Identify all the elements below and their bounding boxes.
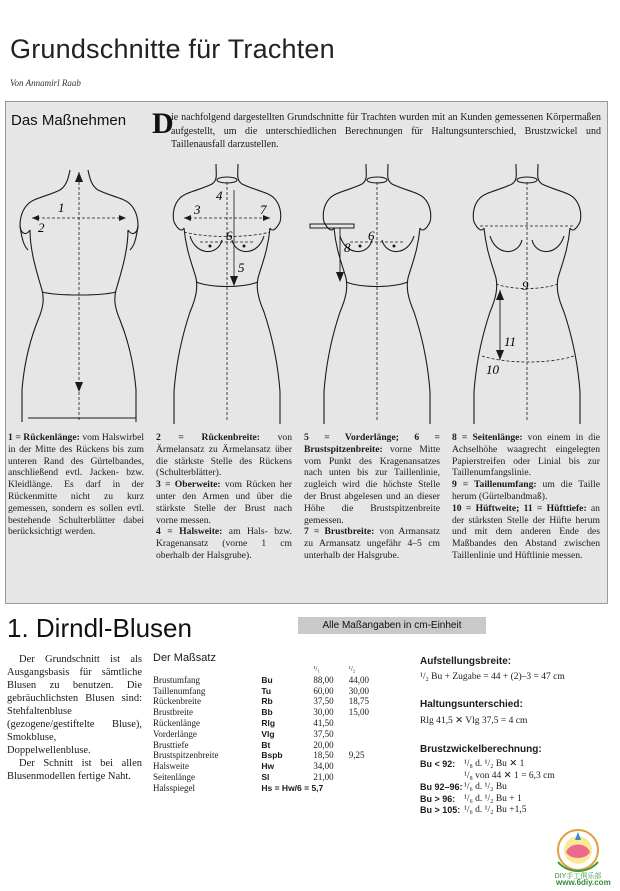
table-row [153,761,393,772]
row-abbr: Bb [261,707,273,718]
dressform-back-figure [8,160,150,430]
caption-number: 2 = Rückenbreite: [156,432,260,443]
row-full: 30,00 [313,707,334,718]
row-full: 37,50 [313,728,334,739]
caption-column-2 [156,432,292,562]
measuring-heading: Das Maßnehmen [11,112,127,129]
haltung-formula: Rlg 41,5 ✕ Vlg 37,5 = 4 cm [420,716,528,726]
table-row [420,782,555,794]
row-abbr: Bt [261,739,271,750]
row-name: Brustumfang [153,674,200,685]
row-abbr: Tu [261,685,272,696]
caption-number: 5 = Vorderlänge; 6 = Brustspitzenbreite: [304,432,440,455]
table-row [153,675,393,686]
caption-text: von Ärmelansatz zu Ärmelansatz über die stärkste Stelle des Rückens (Schulterblätter). [156,432,292,479]
table-row [153,696,393,707]
caption-text: um die Taille herum (Gürtelbandmaß). [452,479,600,502]
caption-item [8,432,144,538]
massatz-header-row [153,664,393,675]
row-abbr: Hs = Hw/6 = 5,7 [261,782,324,793]
massatz-heading: Der Maßsatz [153,652,216,664]
logo-text: DIY手工俱乐部 [554,873,602,880]
row-name: Vorderlänge [153,728,197,739]
table-row [153,707,393,718]
caption-item [452,479,600,503]
brustzwickel-heading: Brustzwickelberechnung: [420,744,542,755]
dressform-front-figure-2 [304,160,446,430]
dressform-front-figure-1 [156,160,298,430]
table-row [153,729,393,740]
intro-dropcap: D [152,107,174,140]
row-name: Brustbreite [153,707,193,718]
caption-text: vorne Mitte vom Punkt des Kragenansatzes nach unten bis zur Taillenlinie, zugleich wird die höchste Stelle der Brust abgelesen und an dieser Höhe die Brustspitzenbreite gemessen. [304,443,440,526]
caption-number: 8 = Seitenlänge: [452,432,523,443]
row-value: ¹/₈ von 44 ✕ 1 = 6,3 cm [464,770,555,781]
row-full: 88,00 [313,674,334,685]
figure-label: 2 [38,220,45,235]
row-value: ¹/₈ d. ¹/₂ Bu ✕ 1 [464,759,525,769]
row-full: 20,00 [313,739,334,750]
row-half: 44,00 [348,674,369,685]
caption-number: 9 = Taillenumfang: [452,479,537,491]
figure-label: 9 [522,278,529,293]
row-half [349,761,393,772]
caption-item [452,503,600,562]
row-abbr: Rlg [261,717,276,728]
figure-label: 6 [368,228,375,243]
massatz-table [153,664,393,794]
caption-text: an der stärksten Stelle der Hüfte herum und mit dem anderen Ende des Maßbandes den Abstand zwischen Taillenlinie und Hüftlinie messen. [452,502,600,561]
figure-label: 6 [226,228,233,243]
row-abbr: Bspb [261,750,283,761]
column-header: ¹/₂ [348,665,356,673]
body-paragraph: Der Grundschnitt ist als Ausgangsbasis für sämtliche Blusen zu benutzen. Die gebräuchlichsten Blusen sind: Stehfaltenbluse (gezogene/gestiftelte Bluse), Smokbluse, Doppelwellenbluse. [7,654,142,756]
row-half: 18,75 [348,696,369,707]
caption-text: von Armansatz zu Armansatz ungefähr 4–5 cm unterhalb der Halsgrube. [304,526,440,561]
row-abbr: Bu [261,674,273,685]
row-name: Brustspitzenbreite [153,750,219,761]
row-label: Bu > 96: [420,793,456,804]
row-label [420,771,464,783]
table-row [153,740,393,751]
figure-label: 10 [486,362,499,377]
row-half [349,718,393,729]
brustzwickel-table [420,759,555,817]
unit-note-bar: Alle Maßangaben in cm-Einheit [298,617,486,634]
caption-number: 3 = Oberweite: [156,479,221,491]
row-abbr: Vlg [261,728,275,739]
row-value: ¹/₆ d. ¹/₂ Bu + 1 [464,793,522,804]
caption-text: vom Rücken her unter den Armen und über die stärkste Stelle der Brust nach vorne messen. [156,479,293,526]
row-name: Seitenlänge [153,771,195,782]
section-heading: 1. Dirndl-Blusen [7,613,192,643]
row-full: 21,00 [313,771,334,782]
figure-label: 8 [344,240,351,255]
figure-label: 4 [216,188,223,203]
caption-item [304,526,440,561]
caption-number: 10 = Hüftweite; 11 = Hüfttiefe: [452,502,587,514]
caption-column-1 [8,432,144,538]
row-value: ¹/₆ d. ¹/₂ Bu [464,782,507,792]
caption-item [304,432,440,526]
caption-item [156,432,292,479]
aufstellung-heading: Aufstellungsbreite: [420,656,512,667]
caption-item [156,526,292,561]
caption-text: am Hals- bzw. Kragenansatz (vorne 1 cm oberhalb der Halsgrube). [156,526,292,561]
row-label: Bu < 92: [420,759,456,769]
table-row [420,805,555,817]
figure-label: 1 [58,200,65,215]
row-full: 37,50 [313,696,334,707]
caption-item [156,479,292,526]
row-name: Rückenlänge [153,717,200,728]
aufstellung-formula: ¹/₂ Bu + Zugabe = 44 + (2)–3 = 47 cm [420,672,565,682]
row-label: Bu > 105: [420,805,461,815]
row-abbr: Rb [261,696,273,707]
row-half [349,729,393,740]
row-full: 41,50 [313,717,334,728]
caption-number: 7 = Brustbreite: [304,526,375,538]
haltung-heading: Haltungsunterschied: [420,699,523,710]
table-row [153,772,393,783]
figure-label: 11 [504,334,517,349]
figure-label: 7 [260,202,267,217]
caption-item [452,432,600,479]
table-row [153,783,393,794]
row-half [349,772,393,783]
row-name: Taillenumfang [153,685,206,696]
section-body [7,653,142,783]
row-name: Rückenbreite [153,696,201,707]
table-row [153,718,393,729]
row-half [349,740,393,751]
row-full: 60,00 [313,685,334,696]
caption-column-3 [304,432,440,562]
row-abbr: Hw [261,761,275,772]
watermark-logo [548,822,608,884]
row-half: 9,25 [348,750,365,761]
row-name: Halsspiegel [153,782,195,793]
page-title: Grundschnitte für Trachten [10,34,335,64]
row-label: Bu 92–96: [420,782,463,792]
dressform-front-figure-3 [456,160,598,430]
table-row [153,750,393,761]
intro-paragraph: ie nachfolgend dargestellten Grundschnitte für Trachten wurden mit an Kunden gemessenen Körpermaßen aufgestellt, um die unterschiedlichen Berechnungen für Haltungsunterschied, Brustzwickel und Taillenausfall darzustellen. [171,112,601,150]
body-paragraph: Der Schnitt ist bei allen Blusenmodellen fertige Naht. [7,758,142,782]
row-name: Brusttiefe [153,739,189,750]
table-row [420,794,555,806]
caption-column-4 [452,432,600,562]
row-half: 15,00 [348,707,369,718]
caption-number: 4 = Halsweite: [156,526,223,538]
row-name: Halsweite [153,761,189,772]
row-abbr: Sl [261,771,270,782]
column-header: ¹/₁ [313,665,320,673]
figure-label: 5 [238,260,245,275]
caption-text: von einem in die Achselhöhe waagrecht eingelegten Papierstreifen oder Linial bis zur Taillenumfangslinie. [452,432,601,479]
caption-number: 1 = Rückenlänge: [8,432,80,443]
table-row [420,759,555,771]
row-full: 18,50 [313,750,334,761]
table-row [153,686,393,697]
row-value: ¹/₆ d. ¹/₂ Bu +1,5 [464,805,527,815]
row-full: 34,00 [313,761,334,772]
watermark-url: www.6diy.com [556,878,611,887]
table-row [420,771,555,783]
figure-label: 3 [194,202,201,217]
row-half: 30,00 [348,685,369,696]
author-line: Von Annamirl Raab [10,78,81,88]
caption-text: vom Halswirbel in der Mitte des Rückens bis zum unteren Rand des Gürtelbandes, anschließend evtl. Jacken- bzw. Kleidlänge. Es darf in der Rückenmitte nicht zu kurz gemessen, sondern es sollen evtl. bestehende Schulterblätter dabei berücksichtigt werden. [8,432,145,538]
